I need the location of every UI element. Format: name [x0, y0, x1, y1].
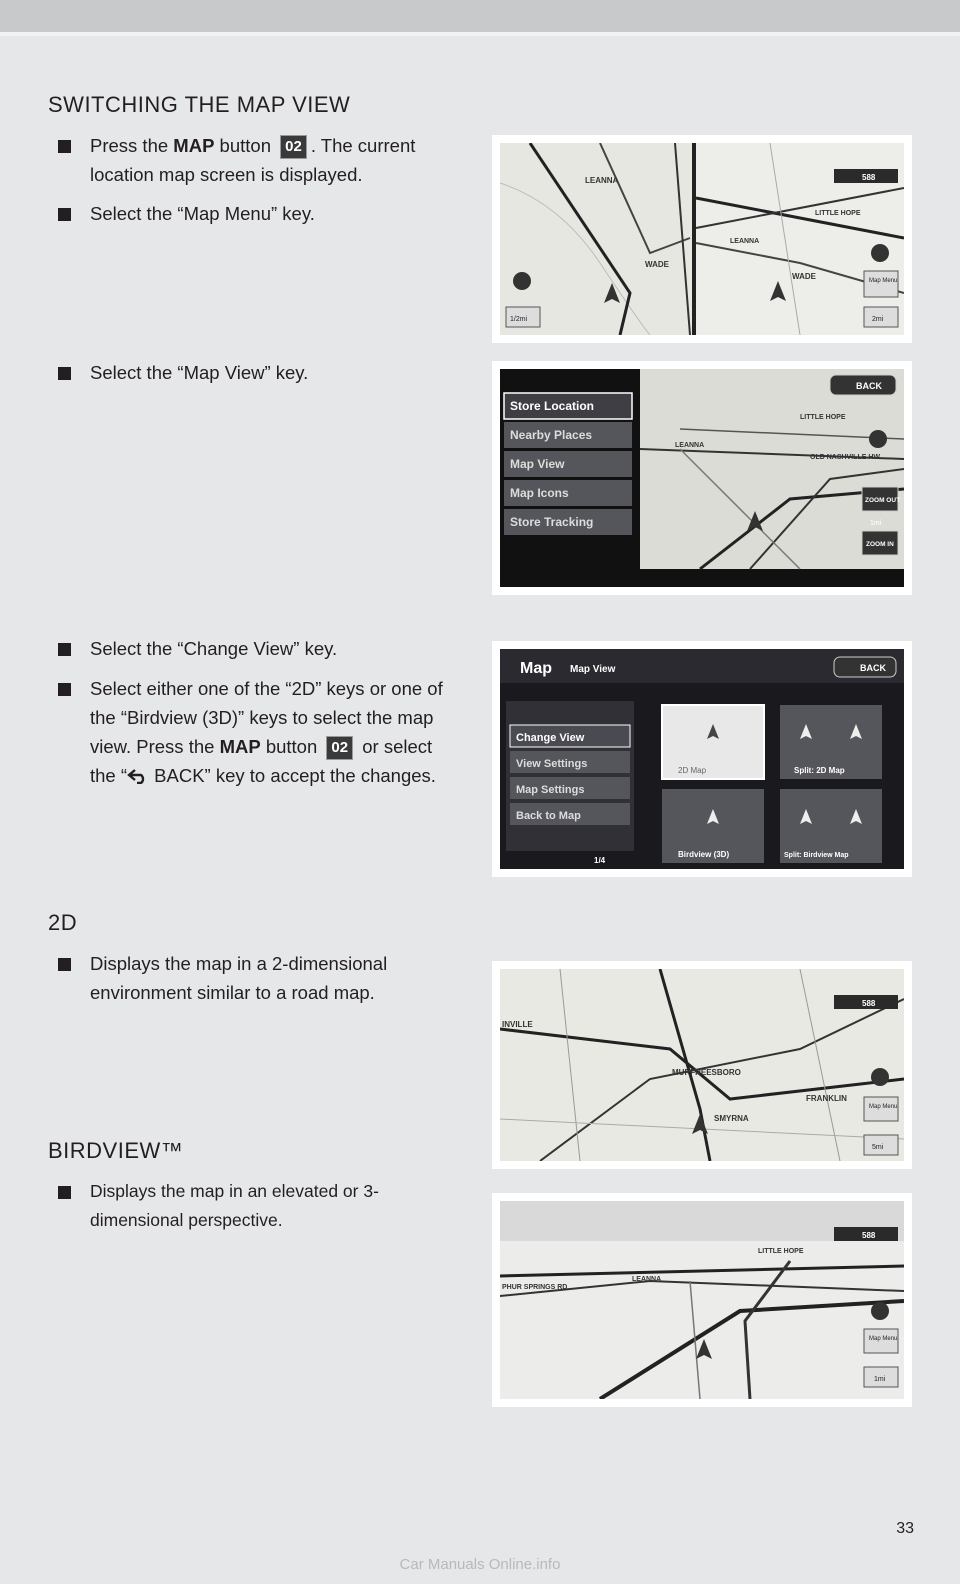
compass-icon: [869, 430, 887, 448]
map-menu-image: [500, 369, 904, 587]
svg-text:Map Menu: Map Menu: [869, 1104, 898, 1110]
map-button-badge: 02: [326, 736, 353, 760]
compass-icon: [871, 1302, 889, 1320]
bullet-square: [58, 140, 71, 153]
bullet-square: [58, 958, 71, 971]
screenshot-2d-map: [492, 961, 912, 1169]
svg-text:588: 588: [862, 999, 876, 1008]
compass-icon: [871, 1068, 889, 1086]
step-3: Select the “Map View” key.: [58, 358, 458, 387]
bullet-square: [58, 643, 71, 656]
svg-text:ZOOM IN: ZOOM IN: [866, 541, 894, 548]
svg-text:LITTLE HOPE: LITTLE HOPE: [815, 210, 861, 217]
map-button-badge: 02: [280, 135, 307, 159]
map-view-image: [500, 649, 904, 869]
split-map-image: [500, 143, 904, 335]
bullet-square: [58, 208, 71, 221]
svg-text:View Settings: View Settings: [516, 758, 588, 770]
svg-text:Map View: Map View: [570, 664, 616, 675]
bullet-square: [58, 367, 71, 380]
compass-icon: [513, 272, 531, 290]
2d-map-image: [500, 969, 904, 1161]
svg-text:LITTLE HOPE: LITTLE HOPE: [800, 414, 846, 421]
step-2: Select the “Map Menu” key.: [58, 199, 458, 228]
svg-text:1/2mi: 1/2mi: [510, 316, 528, 323]
screenshot-split-map: [492, 135, 912, 343]
svg-text:LEANNA: LEANNA: [585, 176, 619, 185]
step-1: Press the MAP button 02 . The current location map screen is displayed.: [58, 131, 458, 189]
svg-text:ZOOM OUT: ZOOM OUT: [865, 497, 901, 504]
svg-text:Split: 2D Map: Split: 2D Map: [794, 766, 845, 775]
svg-text:Nearby Places: Nearby Places: [510, 428, 593, 442]
section-2d-text: Displays the map in a 2-dimensional environment similar to a road map.: [58, 949, 458, 1007]
step-5: Select either one of the “2D” keys or one of the “Birdview (3D)” keys to select the map view. Press the MAP button 02 or select the “ BACK” key to accept the changes.: [58, 674, 458, 790]
section-birdview-text: Displays the map in an elevated or 3-dimensional perspective.: [58, 1177, 458, 1235]
svg-text:1mi: 1mi: [870, 520, 882, 527]
bullet-square: [58, 1186, 71, 1199]
svg-text:1mi: 1mi: [874, 1376, 886, 1383]
svg-text:Map Menu: Map Menu: [869, 1336, 898, 1342]
svg-text:WADE: WADE: [792, 272, 816, 281]
svg-text:5mi: 5mi: [872, 1144, 884, 1151]
svg-text:Store Tracking: Store Tracking: [510, 515, 594, 529]
svg-text:BACK: BACK: [856, 381, 882, 391]
svg-text:FRANKLIN: FRANKLIN: [806, 1094, 847, 1103]
svg-text:MURFREESBORO: MURFREESBORO: [672, 1068, 741, 1077]
svg-text:Map Icons: Map Icons: [510, 486, 569, 500]
svg-text:PHUR SPRINGS RD: PHUR SPRINGS RD: [502, 1284, 568, 1291]
section-birdview-title: BIRDVIEW™: [48, 1138, 184, 1163]
svg-text:Map: Map: [520, 660, 552, 677]
svg-text:Map Menu: Map Menu: [869, 278, 898, 284]
svg-text:WADE: WADE: [645, 260, 669, 269]
svg-text:LEANNA: LEANNA: [632, 1276, 662, 1283]
svg-text:1/4: 1/4: [594, 856, 606, 865]
svg-text:Map Settings: Map Settings: [516, 784, 585, 796]
top-bar: [0, 0, 960, 36]
svg-text:Birdview (3D): Birdview (3D): [678, 850, 730, 859]
svg-text:Map View: Map View: [510, 457, 565, 471]
svg-text:588: 588: [862, 173, 876, 182]
svg-text:2D Map: 2D Map: [678, 766, 707, 775]
screenshot-birdview-map: [492, 1193, 912, 1407]
birdview-map-image: [500, 1201, 904, 1399]
svg-text:BACK: BACK: [860, 663, 886, 673]
svg-text:LEANNA: LEANNA: [675, 442, 705, 449]
back-arrow-icon: [127, 768, 149, 784]
screenshot-map-view: [492, 641, 912, 877]
svg-text:2mi: 2mi: [872, 316, 884, 323]
svg-text:Split: Birdview Map: Split: Birdview Map: [784, 852, 849, 859]
svg-text:INVILLE: INVILLE: [502, 1020, 533, 1029]
map-menu-button[interactable]: [864, 271, 898, 297]
section-2d-title: 2D: [48, 910, 78, 935]
step-4: Select the “Change View” key.: [58, 634, 458, 663]
svg-text:SMYRNA: SMYRNA: [714, 1114, 749, 1123]
svg-text:LEANNA: LEANNA: [730, 238, 760, 245]
screenshot-map-menu: [492, 361, 912, 595]
section-title: SWITCHING THE MAP VIEW: [48, 92, 351, 117]
page-number: 33: [896, 1520, 914, 1537]
svg-text:LITTLE HOPE: LITTLE HOPE: [758, 1248, 804, 1255]
svg-text:OLD NASHVILLE HW: OLD NASHVILLE HW: [810, 454, 880, 461]
svg-text:Change View: Change View: [516, 732, 585, 744]
svg-text:Back to Map: Back to Map: [516, 810, 581, 822]
bullet-square: [58, 683, 71, 696]
footer-watermark: Car Manuals Online.info: [399, 1556, 561, 1573]
svg-text:Store Location: Store Location: [510, 399, 595, 413]
compass-icon: [871, 244, 889, 262]
svg-text:588: 588: [862, 1231, 876, 1240]
